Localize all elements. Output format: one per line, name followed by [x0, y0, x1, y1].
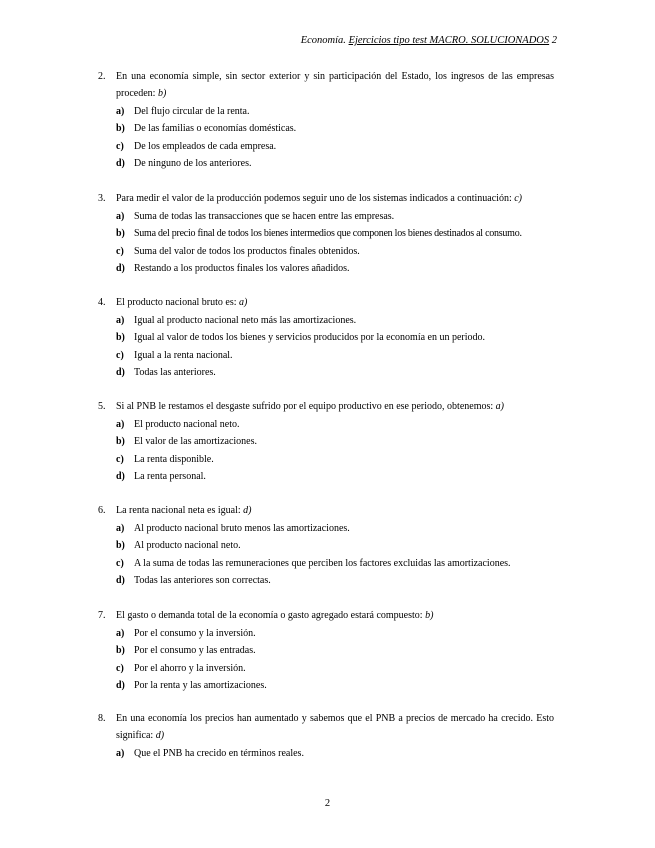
- header-title: Ejercicios tipo test MACRO. SOLUCIONADOS: [348, 35, 550, 46]
- question-number: 4.: [98, 297, 106, 308]
- option-list: [116, 745, 554, 762]
- question-answer: b): [425, 610, 434, 621]
- question-number: 8.: [98, 713, 106, 724]
- question-answer: a): [239, 297, 248, 308]
- question-answer: d): [243, 505, 252, 516]
- question-text: La renta nacional neta es igual: d): [116, 505, 252, 516]
- question-number: 6.: [98, 505, 106, 516]
- option-a: a) Al producto nacional bruto menos las amortizaciones.: [116, 523, 350, 534]
- question-number: 2.: [98, 71, 106, 82]
- question-text: En una economía los precios han aumentado y sabemos que el PNB a precios de mercado ha crecido. Esto significa: d): [116, 713, 554, 741]
- question-7: [98, 607, 554, 694]
- page-number: 2: [324, 798, 331, 809]
- header-prefix: Economía.: [300, 35, 349, 46]
- question-4: [98, 294, 554, 381]
- option-d: d) La renta personal.: [116, 470, 206, 482]
- question-3: [98, 190, 554, 277]
- question-answer: b): [157, 88, 167, 99]
- option-b: b) El valor de las amortizaciones.: [116, 436, 258, 448]
- question-text: En una economía simple, sin sector exterior y sin participación del Estado, los ingresos de las empresas proceden: b): [116, 71, 554, 99]
- option-c: c) Igual a la renta nacional.: [116, 349, 233, 361]
- option-a: a) Que el PNB ha crecido en términos reales.: [116, 748, 304, 759]
- question-6: [98, 502, 554, 589]
- option-d: d) De ninguno de los anteriores.: [116, 157, 252, 169]
- option-list: [116, 103, 554, 172]
- option-d: d) Todas las anteriores son correctas.: [116, 574, 271, 586]
- question-answer: c): [514, 193, 523, 204]
- option-d: d) Por la renta y las amortizaciones.: [116, 679, 267, 691]
- question-text: El gasto o demanda total de la economía o gasto agregado estará compuesto: b): [116, 610, 434, 621]
- option-a: a) Suma de todas las transacciones que se hacen entre las empresas.: [116, 211, 395, 222]
- option-b: b) Al producto nacional neto.: [116, 540, 241, 552]
- option-d: d) Todas las anteriores.: [116, 366, 216, 378]
- question-8: [98, 710, 554, 762]
- option-c: c) De los empleados de cada empresa.: [116, 140, 277, 152]
- option-list: [116, 625, 554, 694]
- question-text: Para medir el valor de la producción podemos seguir uno de los sistemas indicados a continuación: c): [116, 193, 523, 204]
- option-a: a) Por el consumo y la inversión.: [116, 628, 256, 639]
- option-a: a) Del flujo circular de la renta.: [116, 106, 250, 117]
- option-list: [116, 416, 554, 485]
- option-list: [116, 208, 554, 277]
- question-text: Si al PNB le restamos el desgaste sufrido por el equipo productivo en ese periodo, obtenemos: a): [116, 401, 504, 412]
- option-c: c) Por el ahorro y la inversión.: [116, 662, 246, 674]
- option-c: c) A la suma de todas las remuneraciones que perciben los factores excluidas las amortizaciones.: [116, 557, 511, 569]
- question-answer: a): [495, 401, 504, 412]
- option-b: b) Por el consumo y las entradas.: [116, 645, 256, 657]
- header-page-number: 2: [549, 35, 557, 46]
- question-5: [98, 398, 554, 485]
- question-number: 7.: [98, 610, 106, 621]
- option-b: b) De las familias o economías domésticas.: [116, 123, 297, 135]
- question-text: El producto nacional bruto es: a): [116, 297, 248, 308]
- option-list: [116, 312, 554, 381]
- option-d: d) Restando a los productos finales los valores añadidos.: [116, 262, 350, 274]
- option-a: a) Igual al producto nacional neto más las amortizaciones.: [116, 315, 357, 326]
- option-a: a) El producto nacional neto.: [116, 419, 240, 430]
- option-list: [116, 520, 554, 589]
- page-header: [301, 35, 557, 46]
- question-2: [98, 68, 554, 172]
- option-b: b) Suma del precio final de todos los bienes intermedios que componen los bienes destinados al consumo.: [116, 228, 522, 240]
- option-b: b) Igual al valor de todos los bienes y servicios producidos por la economía en un periodo.: [116, 332, 486, 344]
- question-answer: d): [155, 730, 165, 741]
- question-number: 3.: [98, 193, 106, 204]
- question-number: 5.: [98, 401, 106, 412]
- option-c: c) La renta disponible.: [116, 453, 214, 465]
- option-c: c) Suma del valor de todos los productos finales obtenidos.: [116, 245, 360, 257]
